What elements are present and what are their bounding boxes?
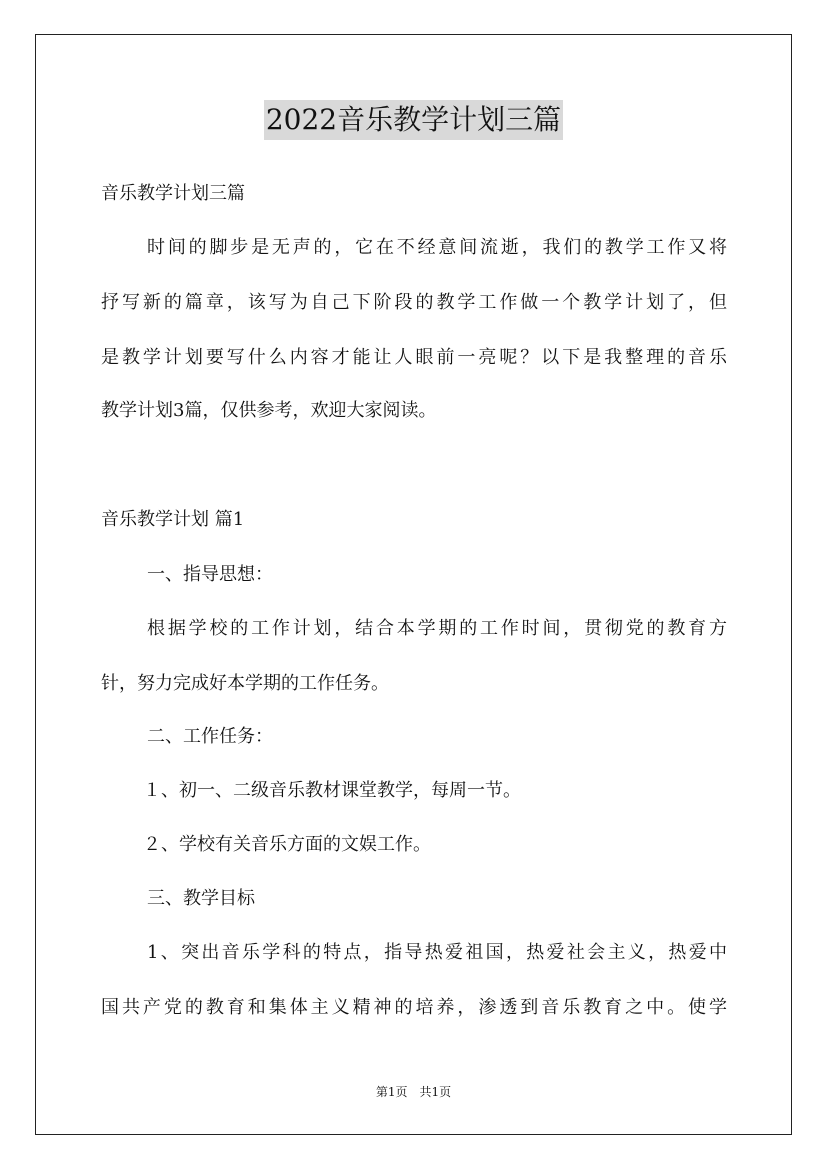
subtitle: 音乐教学计划三篇 — [101, 183, 245, 204]
page-footer: 第1页 共1页 — [375, 1085, 452, 1099]
paragraph-1-line-1: 根据学校的工作计划，结合本学期的工作时间，贯彻党的教育方 — [147, 618, 727, 639]
title-container — [0, 100, 827, 140]
heading-teaching-goals: 三、教学目标 — [147, 888, 255, 909]
heading-work-tasks: 二、工作任务： — [147, 726, 273, 747]
task-item-1: １、初一、二级音乐教材课堂教学，每周一节。 — [143, 780, 521, 801]
intro-line-4: 教学计划3篇，仅供参考，欢迎大家阅读。 — [101, 400, 437, 421]
intro-line-1: 时间的脚步是无声的，它在不经意间流逝，我们的教学工作又将 — [147, 237, 727, 258]
paragraph-1-line-2: 针，努力完成好本学期的工作任务。 — [101, 673, 389, 694]
intro-line-2: 抒写新的篇章，该写为自己下阶段的教学工作做一个教学计划了，但 — [101, 292, 727, 313]
intro-line-3: 是教学计划要写什么内容才能让人眼前一亮呢？以下是我整理的音乐 — [101, 347, 727, 368]
heading-guiding-ideology: 一、指导思想： — [147, 564, 273, 585]
task-item-2: ２、学校有关音乐方面的文娱工作。 — [143, 834, 431, 855]
goal-1-line-1: 1、突出音乐学科的特点，指导热爱祖国，热爱社会主义，热爱中 — [147, 942, 727, 963]
section-heading: 音乐教学计划 篇1 — [101, 509, 245, 530]
goal-1-line-2: 国共产党的教育和集体主义精神的培养，渗透到音乐教育之中。使学 — [101, 997, 727, 1018]
document-title: 2022音乐教学计划三篇 — [264, 100, 563, 140]
